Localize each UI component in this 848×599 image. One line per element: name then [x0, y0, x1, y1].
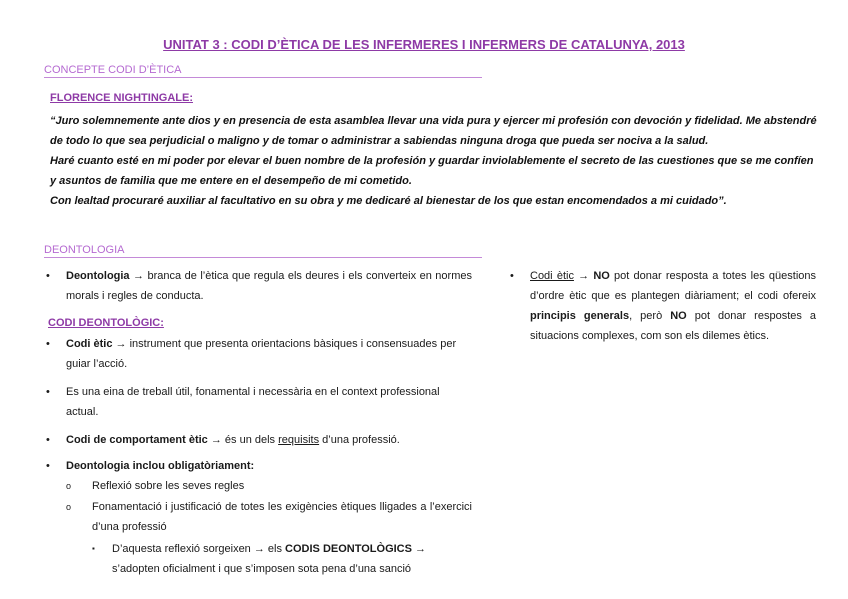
arrow-icon: → [253, 543, 265, 555]
circle-bullet-icon: o [66, 502, 72, 512]
deontologia-inclou-term: Deontologia inclou obligatòriament: [66, 460, 255, 472]
bullet-icon: • [46, 434, 50, 446]
square-bullet-icon: ▪ [92, 544, 95, 553]
florence-quote [50, 111, 820, 211]
sub-item-fonamentacio [66, 497, 472, 537]
bullet-icon: • [510, 270, 514, 282]
list-item-deontologia [46, 266, 472, 306]
reflexio-text: Reflexió sobre les seves regles [92, 480, 245, 492]
right-text-c: pot donar respostes a situacions complexes, com son els dilemes ètics. [530, 310, 816, 342]
bullet-icon: • [46, 338, 50, 350]
list-item-comportament [46, 430, 472, 450]
right-column [510, 266, 816, 346]
list-item-codi-etic-right [510, 266, 816, 346]
bullet-icon: • [46, 386, 50, 398]
arrow-icon: → [578, 270, 590, 282]
quote-paragraph-1: “Juro solemnemente ante dios y en presencia de esta asamblea llevar una vida pura y ejercer mi profesión con devoción y fidelidad. Me abstendré de todo lo que sea perjudicial o maligno y de tomar o administrar a sabiendas ninguna droga que pueda ser nociva a la salud. [50, 115, 817, 147]
sub-item-reflexio [66, 476, 472, 496]
arrow-icon: → [133, 270, 145, 282]
codi-etic-term: Codi ètic [66, 338, 113, 350]
codis-text-b: els [264, 543, 286, 555]
codis-text-a: D’aquesta reflexió sorgeixen [112, 543, 254, 555]
principis-generals: principis generals [530, 310, 630, 322]
sub-sub-item-codis [92, 539, 472, 579]
arrow-icon: → [415, 543, 427, 555]
codis-deontologics-term: CODIS DEONTOLÒGICS [285, 543, 412, 555]
requisits-link: requisits [278, 434, 320, 446]
florence-heading: FLORENCE NIGHTINGALE: [50, 92, 193, 104]
comportament-text-b: d’una professió. [319, 434, 400, 446]
right-text-b: , però [629, 310, 671, 322]
arrow-icon: → [115, 338, 127, 350]
arrow-icon: → [210, 434, 222, 446]
no-label-1: NO [593, 270, 610, 282]
section-heading-concepte: CONCEPTE CODI D’ÈTICA [44, 64, 482, 78]
codi-etic-text: instrument que presenta orientacions bàsiques i consensuades per guiar l’acció. [66, 338, 457, 370]
bullet-icon: • [46, 460, 50, 472]
quote-paragraph-3: Con lealtad procuraré auxiliar al facultativo en su obra y me dedicaré al bienestar de los que estan encomendados a mi cuidado”. [50, 195, 727, 207]
codi-etic-right-term: Codi ètic [530, 270, 574, 282]
no-label-2: NO [670, 310, 687, 322]
list-item-eina [46, 382, 472, 422]
fonamentacio-text: Fonamentació i justificació de totes les exigències ètiques lligades a l’exercici d’una professió [92, 501, 472, 533]
eina-text: Es una eina de treball útil, fonamental i necessària en el context professional actual. [66, 386, 440, 418]
right-text-a: pot donar resposta a totes les qüestions d’ordre ètic que es plantegen diàriament; el codi ofereix [530, 270, 817, 302]
bullet-icon: • [46, 270, 50, 282]
deontologia-term: Deontologia [66, 270, 130, 282]
page-title: UNITAT 3 : CODI D’ÈTICA DE LES INFERMERES I INFERMERS DE CATALUNYA, 2013 [163, 37, 685, 52]
list-item-codi-etic [46, 334, 472, 374]
quote-paragraph-2: Haré cuanto esté en mi poder por elevar el buen nombre de la profesión y guardar inviolablemente el secreto de las cuestiones que se me confíen y asuntos de familia que me entere en el desempeño de mi cometido. [50, 155, 814, 187]
codi-deontologic-heading: CODI DEONTOLÒGIC: [48, 317, 164, 329]
section-heading-deontologia: DEONTOLOGIA [44, 244, 482, 258]
circle-bullet-icon: o [66, 481, 72, 491]
codis-text-c: s’adopten oficialment i que s’imposen sota pena d’una sanció [112, 563, 412, 575]
list-item-deontologia-inclou [46, 456, 472, 476]
deontologia-definition: branca de l’ètica que regula els deures i els converteix en normes morals i regles de conducta. [66, 270, 472, 302]
comportament-text-a: és un dels [221, 434, 279, 446]
comportament-term: Codi de comportament ètic [66, 434, 208, 446]
